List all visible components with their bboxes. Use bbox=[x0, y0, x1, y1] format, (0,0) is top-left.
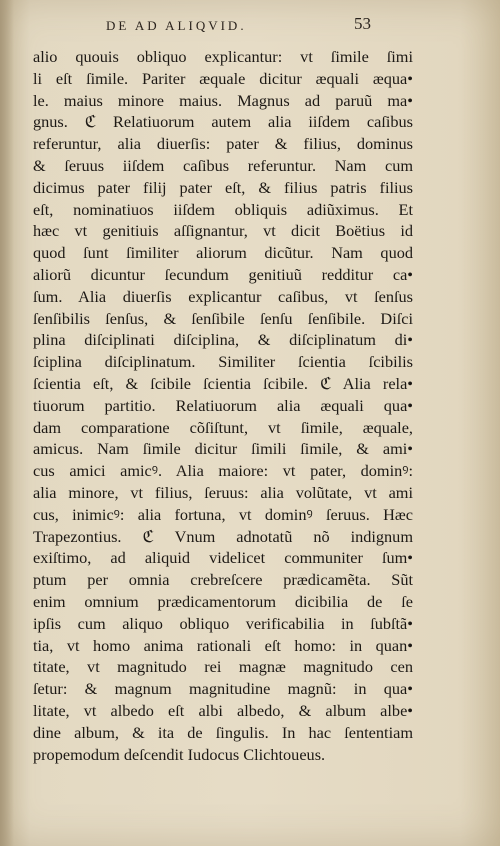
text-line: tia, vt homo anima rationali eſt homo: in quan• bbox=[33, 635, 413, 655]
text-line: dicimus pater filij pater eſt, & filius patris filius bbox=[33, 177, 413, 197]
text-line: alio quouis obliquo explicantur: vt ſimile ſimi bbox=[33, 47, 413, 66]
page-gutter-shadow bbox=[0, 0, 14, 846]
text-line: aliorũ dicuntur ſecundum genitiuũ redditur ca• bbox=[33, 264, 413, 284]
text-block bbox=[33, 46, 413, 765]
text-line: referuntur, alia diuerſis: pater & filius, dominus bbox=[33, 134, 413, 154]
text-line: tiuorum partitio. Relatiuorum alia æquali qua• bbox=[33, 395, 413, 415]
text-line: ſum. Alia diuerſis explicantur caſibus, vt ſenſus bbox=[33, 286, 413, 306]
text-line: exiſtimo, ad aliquid videlicet communiter ſum• bbox=[33, 548, 413, 568]
text-line: eſt, nominatiuos iiſdem obliquis adiũximus. Et bbox=[33, 199, 413, 219]
text-line: propemodum deſcendit Iudocus Clichtoueus. bbox=[33, 744, 326, 764]
text-line: Trapezontius. ℭ Vnum adnotatũ nõ indignum bbox=[33, 526, 413, 546]
text-line: cus, inimicꝰ: alia fortuna, vt dominꝰ ſeruus. Hæc bbox=[33, 504, 413, 524]
text-line: cus amici amicꝰ. Alia maiore: vt pater, dominꝰ: bbox=[33, 461, 413, 481]
text-line: le. maius minore maius. Magnus ad paruũ ma• bbox=[33, 90, 413, 110]
text-line: quod ſunt ſimiliter aliorum dicũtur. Nam quod bbox=[33, 243, 413, 263]
text-line: dine album, & ita de ſingulis. In hac ſententiam bbox=[33, 722, 413, 742]
text-line: amicus. Nam ſimile dicitur ſimili ſimile, & ami• bbox=[33, 439, 413, 459]
text-line: titate, vt magnitudo rei magnæ magnitudo cen bbox=[33, 657, 413, 677]
text-line: litate, vt albedo eſt albi albedo, & album albe• bbox=[33, 700, 413, 720]
text-line: dam comparatione cõſiſtunt, vt ſimile, æquale, bbox=[33, 417, 413, 437]
page-number: 53 bbox=[354, 14, 371, 33]
text-line: ſcientia eſt, & ſcibile ſcientia ſcibile. ℭ Alia rela• bbox=[33, 373, 413, 393]
text-line: ſenſibilis ſenſus, & ſenſibile ſenſu ſenſibile. Diſci bbox=[33, 308, 413, 328]
text-line: enim omnium prædicamentorum dicibilia de ſe bbox=[33, 591, 413, 611]
running-head: DE AD ALIQVID. bbox=[106, 18, 247, 33]
text-line: gnus. ℭ Relatiuorum autem alia iiſdem caſibus bbox=[33, 112, 413, 132]
text-line: ſciplina diſciplinatum. Similiter ſcientia ſcibilis bbox=[33, 352, 413, 372]
text-line: plina diſciplinati diſciplina, & diſciplinatum di• bbox=[33, 330, 413, 350]
text-line: alia minore, vt filius, ſeruus: alia volũtate, vt ami bbox=[33, 482, 413, 502]
page-header bbox=[0, 10, 500, 40]
text-line: hæc vt genitiuis aſſignantur, vt dicit Boëtius id bbox=[33, 221, 413, 241]
text-line: li eſt ſimile. Pariter æquale dicitur æquali æqua• bbox=[33, 68, 413, 88]
text-line: ſetur: & magnum magnitudine magnũ: in qua• bbox=[33, 679, 413, 699]
text-line: & ſeruus iiſdem caſibus referuntur. Nam cum bbox=[33, 155, 413, 175]
text-line: ptum per omnia crebreſcere prædicamẽta. Sũt bbox=[33, 570, 413, 590]
text-line: ipſis cum aliquo obliquo verificabilia in ſubſtã• bbox=[33, 613, 413, 633]
